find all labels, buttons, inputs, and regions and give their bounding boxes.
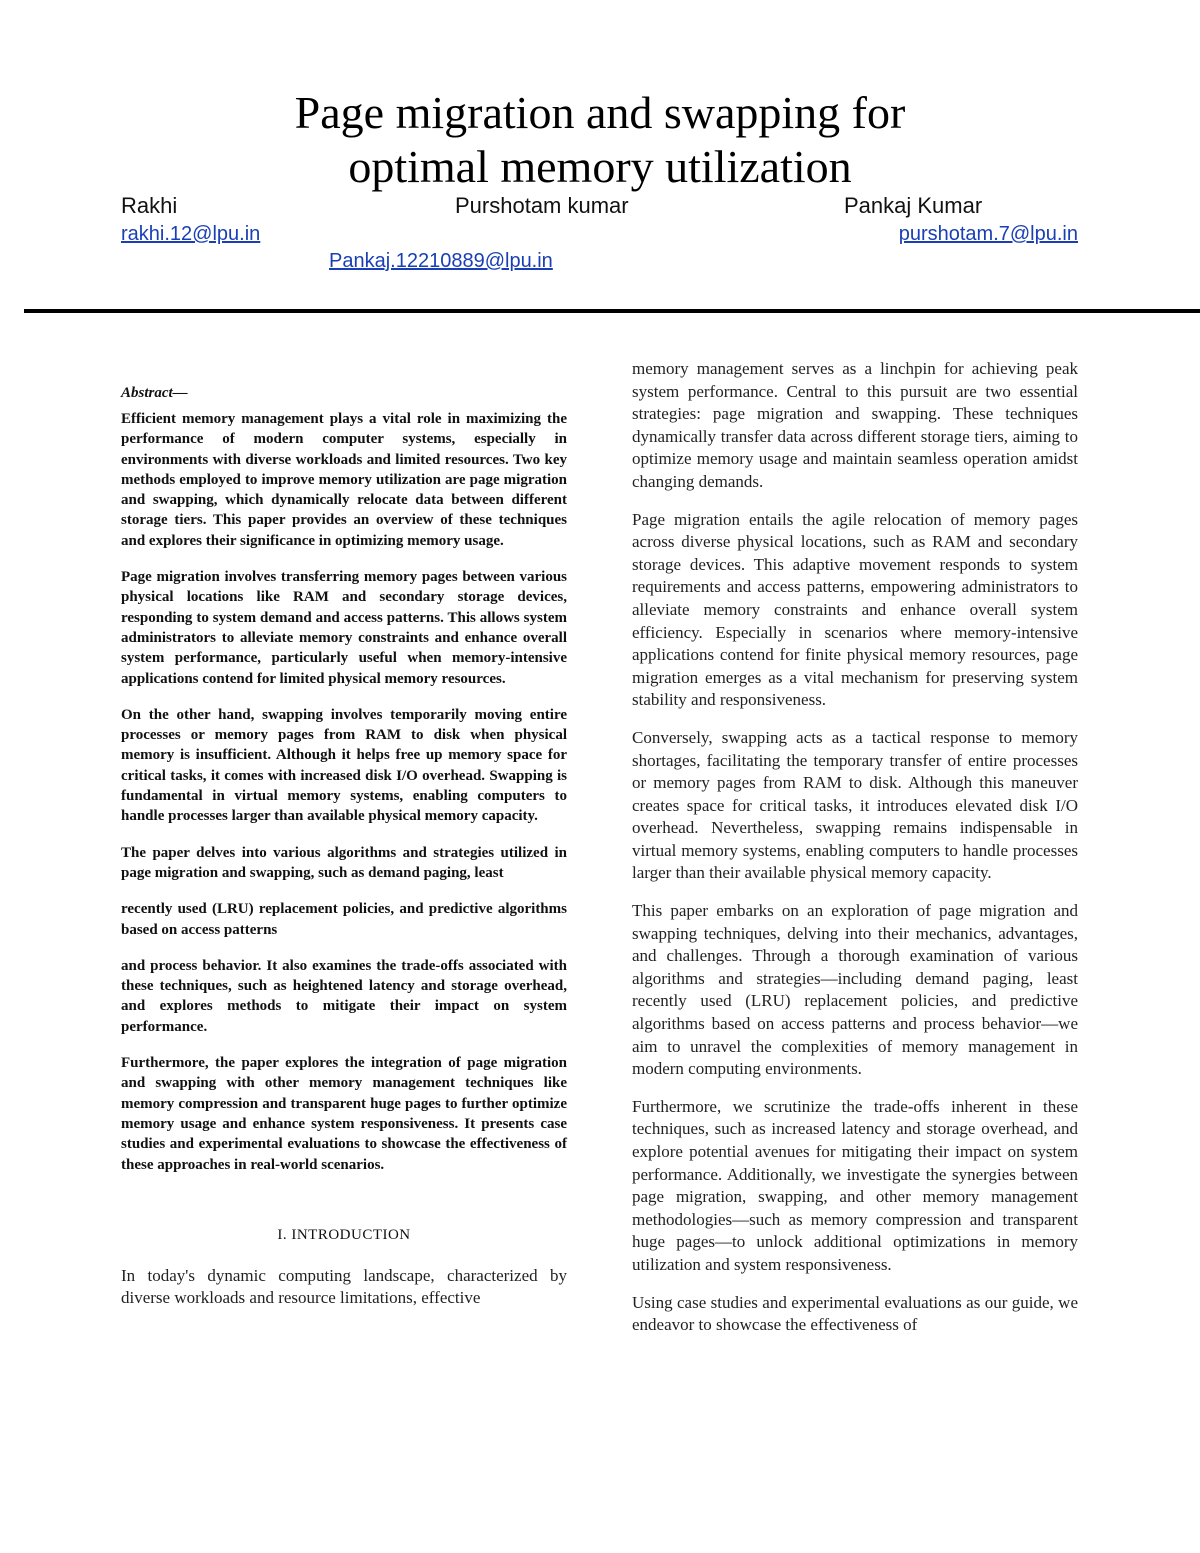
author-name-1: Rakhi	[121, 193, 178, 218]
intro-paragraph: Page migration entails the agile relocation of memory pages across diverse physical locations, such as RAM and secondary storage devices. This adaptive movement responds to system requirements and access patterns, empowering administrators to alleviate memory constraints and enhance overall system efficiency. Especially in scenarios where memory-intensive applications contend for finite physical memory resources, page migration emerges as a vital mechanism for preserving system stability and responsiveness.	[632, 509, 1078, 710]
abstract-label: Abstract—	[121, 385, 188, 401]
introduction-heading: I. INTRODUCTION	[277, 1226, 411, 1243]
paper-title	[0, 86, 1200, 194]
title-line-1: Page migration and swapping for	[294, 87, 906, 138]
author-name-3: Pankaj Kumar	[844, 193, 983, 218]
intro-paragraph: Conversely, swapping acts as a tactical response to memory shortages, facilitating the temporary transfer of entire processes or memory pages from RAM to disk. Although this maneuver creates space for critical tasks, it introduces elevated disk I/O overhead. Nevertheless, swapping remains indispensable in virtual memory systems, enabling computers to handle processes larger than their available physical memory capacity.	[632, 727, 1078, 883]
intro-paragraph: Using case studies and experimental evaluations as our guide, we endeavor to showcase the effectiveness of	[632, 1292, 1078, 1335]
abstract-paragraph: and process behavior. It also examines the trade-offs associated with these techniques, such as heightened latency and storage overhead, and explores methods to mitigate their impact on system performance.	[121, 957, 567, 1035]
header-rule	[24, 309, 1200, 313]
right-column	[632, 358, 1078, 1352]
abstract-paragraph: The paper delves into various algorithms and strategies utilized in page migration and swapping, such as demand paging, least	[121, 844, 567, 881]
abstract-paragraph: Furthermore, the paper explores the integration of page migration and swapping with other memory management techniques like memory compression and transparent huge pages to further optimize memory usage and enhance system responsiveness. It presents case studies and experimental evaluations to showcase the effectiveness of these approaches in real-world scenarios.	[121, 1055, 567, 1173]
abstract-paragraph: recently used (LRU) replacement policies, and predictive algorithms based on access patterns	[121, 901, 567, 938]
intro-paragraph: Furthermore, we scrutinize the trade-offs inherent in these techniques, such as increased latency and storage overhead, and explore potential avenues for mitigating their impact on system performance. Additionally, we investigate the synergies between page migration, swapping, and other memory management methodologies—such as memory compression and transparent huge pages—to unlock additional optimizations in memory utilization and system responsiveness.	[632, 1096, 1078, 1274]
abstract-paragraph: Page migration involves transferring memory pages between various physical locations like RAM and secondary storage devices, responding to system demand and access patterns. This allows system administrators to alleviate memory constraints and enhance overall system performance, particularly useful when memory-intensive applications contend for limited physical memory resources.	[121, 569, 567, 687]
intro-paragraph: memory management serves as a linchpin for achieving peak system performance. Central to this pursuit are two essential strategies: page migration and swapping. These techniques dynamically transfer data across different storage tiers, aiming to optimize memory usage and maintain seamless operation amidst changing demands.	[632, 359, 1078, 491]
author-email-3[interactable]: Pankaj.12210889@lpu.in	[329, 250, 553, 272]
author-email-2[interactable]: purshotam.7@lpu.in	[898, 223, 1078, 245]
author-email-1[interactable]: rakhi.12@lpu.in	[121, 223, 261, 245]
intro-paragraph: This paper embarks on an exploration of page migration and swapping techniques, delving into their mechanics, advantages, and challenges. Through a thorough examination of various algorithms and strategies—including demand paging, least recently used (LRU) replacement policies, and predictive algorithms based on access patterns and process behavior—we aim to unravel the complexities of memory management in modern computing environments.	[632, 901, 1078, 1079]
abstract-paragraph: Efficient memory management plays a vital role in maximizing the performance of modern computer systems, especially in environments with diverse workloads and limited resources. Two key methods employed to improve memory utilization are page migration and swapping, which dynamically relocate data between different storage tiers. This paper provides an overview of these techniques and explores their significance in optimizing memory usage.	[121, 411, 567, 549]
title-line-2: optimal memory utilization	[348, 141, 852, 192]
abstract-paragraph: On the other hand, swapping involves temporarily moving entire processes or memory pages from RAM to disk when physical memory is insufficient. Although it helps free up memory space for critical tasks, it comes with increased disk I/O overhead. Swapping is fundamental in virtual memory systems, enabling computers to handle processes larger than available physical memory capacity.	[121, 706, 567, 825]
author-name-2: Purshotam kumar	[455, 193, 629, 218]
intro-paragraph: In today's dynamic computing landscape, characterized by diverse workloads and resource limitations, effective	[121, 1265, 567, 1308]
left-column	[121, 383, 567, 1325]
